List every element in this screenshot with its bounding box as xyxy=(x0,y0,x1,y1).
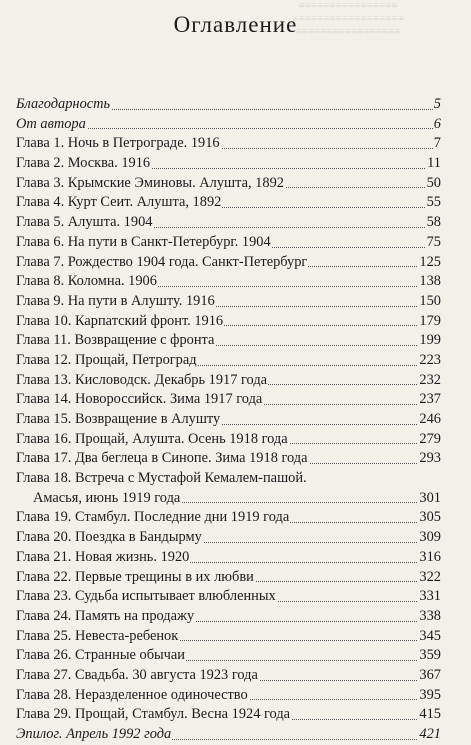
toc-entry-title: Глава 23. Судьба испытывает влюбленных xyxy=(16,588,276,605)
toc-entry-page: 279 xyxy=(418,430,441,450)
toc-entry xyxy=(16,568,441,588)
toc-entry xyxy=(16,233,441,253)
toc-entry-page: 150 xyxy=(418,292,441,312)
toc-entry-title: Глава 28. Неразделенное одиночество xyxy=(16,686,248,703)
toc-entry-page: 232 xyxy=(418,371,441,391)
toc-entry xyxy=(16,686,441,706)
toc-entry-title: Глава 6. На пути в Санкт-Петербург. 1904 xyxy=(16,233,271,250)
toc-entry-title: Глава 5. Алушта. 1904 xyxy=(16,214,153,231)
toc-entry xyxy=(16,213,441,233)
toc-entry xyxy=(16,390,441,410)
toc-entry-page: 322 xyxy=(418,568,441,588)
toc-entry-page: 237 xyxy=(418,390,441,410)
toc-entry-page: 359 xyxy=(418,646,441,666)
toc-entry-title: Глава 26. Странные обычаи xyxy=(16,647,186,664)
toc-entry-title: Глава 14. Новороссийск. Зима 1917 года xyxy=(16,391,263,408)
page-title: Оглавление xyxy=(173,12,298,37)
toc-entry-page: 305 xyxy=(418,508,441,528)
toc-entry-page: 11 xyxy=(426,154,441,174)
toc-entry-title: Глава 1. Ночь в Петрограде. 1916 xyxy=(16,135,220,152)
toc-entry-title: От автора xyxy=(16,115,86,132)
toc-entry-page: 415 xyxy=(418,705,441,725)
toc-entry-page: 367 xyxy=(418,666,441,686)
toc-entry xyxy=(16,489,441,509)
table-of-contents xyxy=(16,95,441,745)
toc-entry-title: Глава 29. Прощай, Стамбул. Весна 1924 года xyxy=(16,706,291,723)
bleed-through-text: ≡≡≡≡≡≡≡≡≡≡≡≡≡≡≡≡ ≡≡≡≡≡≡≡≡≡≡≡≡≡≡≡≡≡≡ ≡≡≡≡≡≡≡≡≡≡≡≡≡≡≡≡≡ xyxy=(292,0,404,38)
toc-entry-title: Глава 20. Поездка в Бандырму xyxy=(16,529,202,546)
toc-entry xyxy=(16,410,441,430)
toc-entry-title: Глава 7. Рождество 1904 года. Санкт-Петербург xyxy=(16,253,308,270)
toc-entry-page: 75 xyxy=(426,233,441,253)
toc-entry xyxy=(16,312,441,332)
toc-entry xyxy=(16,705,441,725)
toc-entry xyxy=(16,508,441,528)
toc-entry-page: 7 xyxy=(433,134,441,154)
toc-entry xyxy=(16,193,441,213)
toc-entry-title: Благодарность xyxy=(16,96,111,112)
toc-entry-page: 316 xyxy=(418,548,441,568)
toc-entry-title: Глава 17. Два беглеца в Синопе. Зима 1918 года xyxy=(16,450,308,467)
toc-entry-title: Глава 27. Свадьба. 30 августа 1923 года xyxy=(16,666,258,683)
toc-entry-page: 125 xyxy=(418,253,441,273)
toc-entry-page: 199 xyxy=(418,331,441,351)
toc-entry xyxy=(16,331,441,351)
toc-entry xyxy=(16,272,441,292)
toc-entry-page: 421 xyxy=(418,725,441,745)
toc-entry-title: Глава 12. Прощай, Петроград xyxy=(16,351,197,368)
toc-entry xyxy=(16,371,441,391)
toc-entry xyxy=(16,351,441,371)
toc-entry xyxy=(16,587,441,607)
toc-entry xyxy=(16,115,441,135)
toc-entry-title: Глава 16. Прощай, Алушта. Осень 1918 года xyxy=(16,430,288,447)
toc-entry-title: Глава 18. Встреча с Мустафой Кемалем-пашой. xyxy=(16,470,307,487)
toc-entry-title: Глава 24. Память на продажу xyxy=(16,607,195,624)
toc-entry xyxy=(16,449,441,469)
toc-entry-title: Глава 8. Коломна. 1906 xyxy=(16,273,157,290)
toc-entry-title: Глава 22. Первые трещины в их любви xyxy=(16,568,254,585)
toc-entry-title: Глава 19. Стамбул. Последние дни 1919 года xyxy=(16,509,290,526)
toc-entry xyxy=(16,174,441,194)
toc-entry-title: Глава 9. На пути в Алушту. 1916 xyxy=(16,292,215,309)
toc-entry xyxy=(16,646,441,666)
toc-entry xyxy=(16,134,441,154)
toc-entry-page: 50 xyxy=(426,174,441,194)
toc-entry-page: 5 xyxy=(433,95,441,115)
toc-entry-title: Глава 11. Возвращение с фронта xyxy=(16,332,215,349)
toc-entry-page: 55 xyxy=(426,193,441,213)
toc-entry-page: 179 xyxy=(418,312,441,332)
toc-entry-title: Глава 25. Невеста-ребенок xyxy=(16,627,179,644)
toc-entry-page: 138 xyxy=(418,272,441,292)
toc-entry-page: 58 xyxy=(426,213,441,233)
toc-entry-page: 223 xyxy=(418,351,441,371)
toc-entry xyxy=(16,95,441,115)
toc-entry-title: Глава 10. Карпатский фронт. 1916 xyxy=(16,312,224,329)
toc-entry-title: Глава 2. Москва. 1916 xyxy=(16,155,151,172)
toc-entry-page: 6 xyxy=(433,115,441,135)
toc-entry xyxy=(16,253,441,273)
toc-entry-title: Эпилог. Апрель 1992 года xyxy=(16,726,172,742)
toc-entry-page: 395 xyxy=(418,686,441,706)
toc-entry xyxy=(16,528,441,548)
toc-entry-title: Глава 3. Крымские Эминовы. Алушта, 1892 xyxy=(16,174,284,191)
toc-entry xyxy=(16,725,441,745)
toc-entry xyxy=(16,292,441,312)
toc-entry-page: 301 xyxy=(418,489,441,509)
toc-entry-title: Глава 13. Кисловодск. Декабрь 1917 года xyxy=(16,371,268,388)
toc-entry xyxy=(16,154,441,174)
toc-entry-page: 338 xyxy=(418,607,441,627)
toc-entry xyxy=(16,430,441,450)
toc-entry xyxy=(16,469,441,489)
toc-entry-page: 309 xyxy=(418,528,441,548)
toc-entry xyxy=(16,627,441,647)
toc-entry xyxy=(16,548,441,568)
toc-entry xyxy=(16,607,441,627)
toc-entry-title: Амасья, июнь 1919 года xyxy=(16,490,181,506)
toc-entry-page: 331 xyxy=(418,587,441,607)
toc-entry-page: 345 xyxy=(418,627,441,647)
toc-entry-page: 293 xyxy=(418,449,441,469)
toc-entry-title: Глава 15. Возвращение в Алушту xyxy=(16,411,221,427)
toc-entry-page: 246 xyxy=(418,410,441,430)
toc-entry-title: Глава 4. Курт Сеит. Алушта, 1892 xyxy=(16,194,222,211)
toc-entry xyxy=(16,666,441,686)
toc-entry-title: Глава 21. Новая жизнь. 1920 xyxy=(16,548,190,565)
